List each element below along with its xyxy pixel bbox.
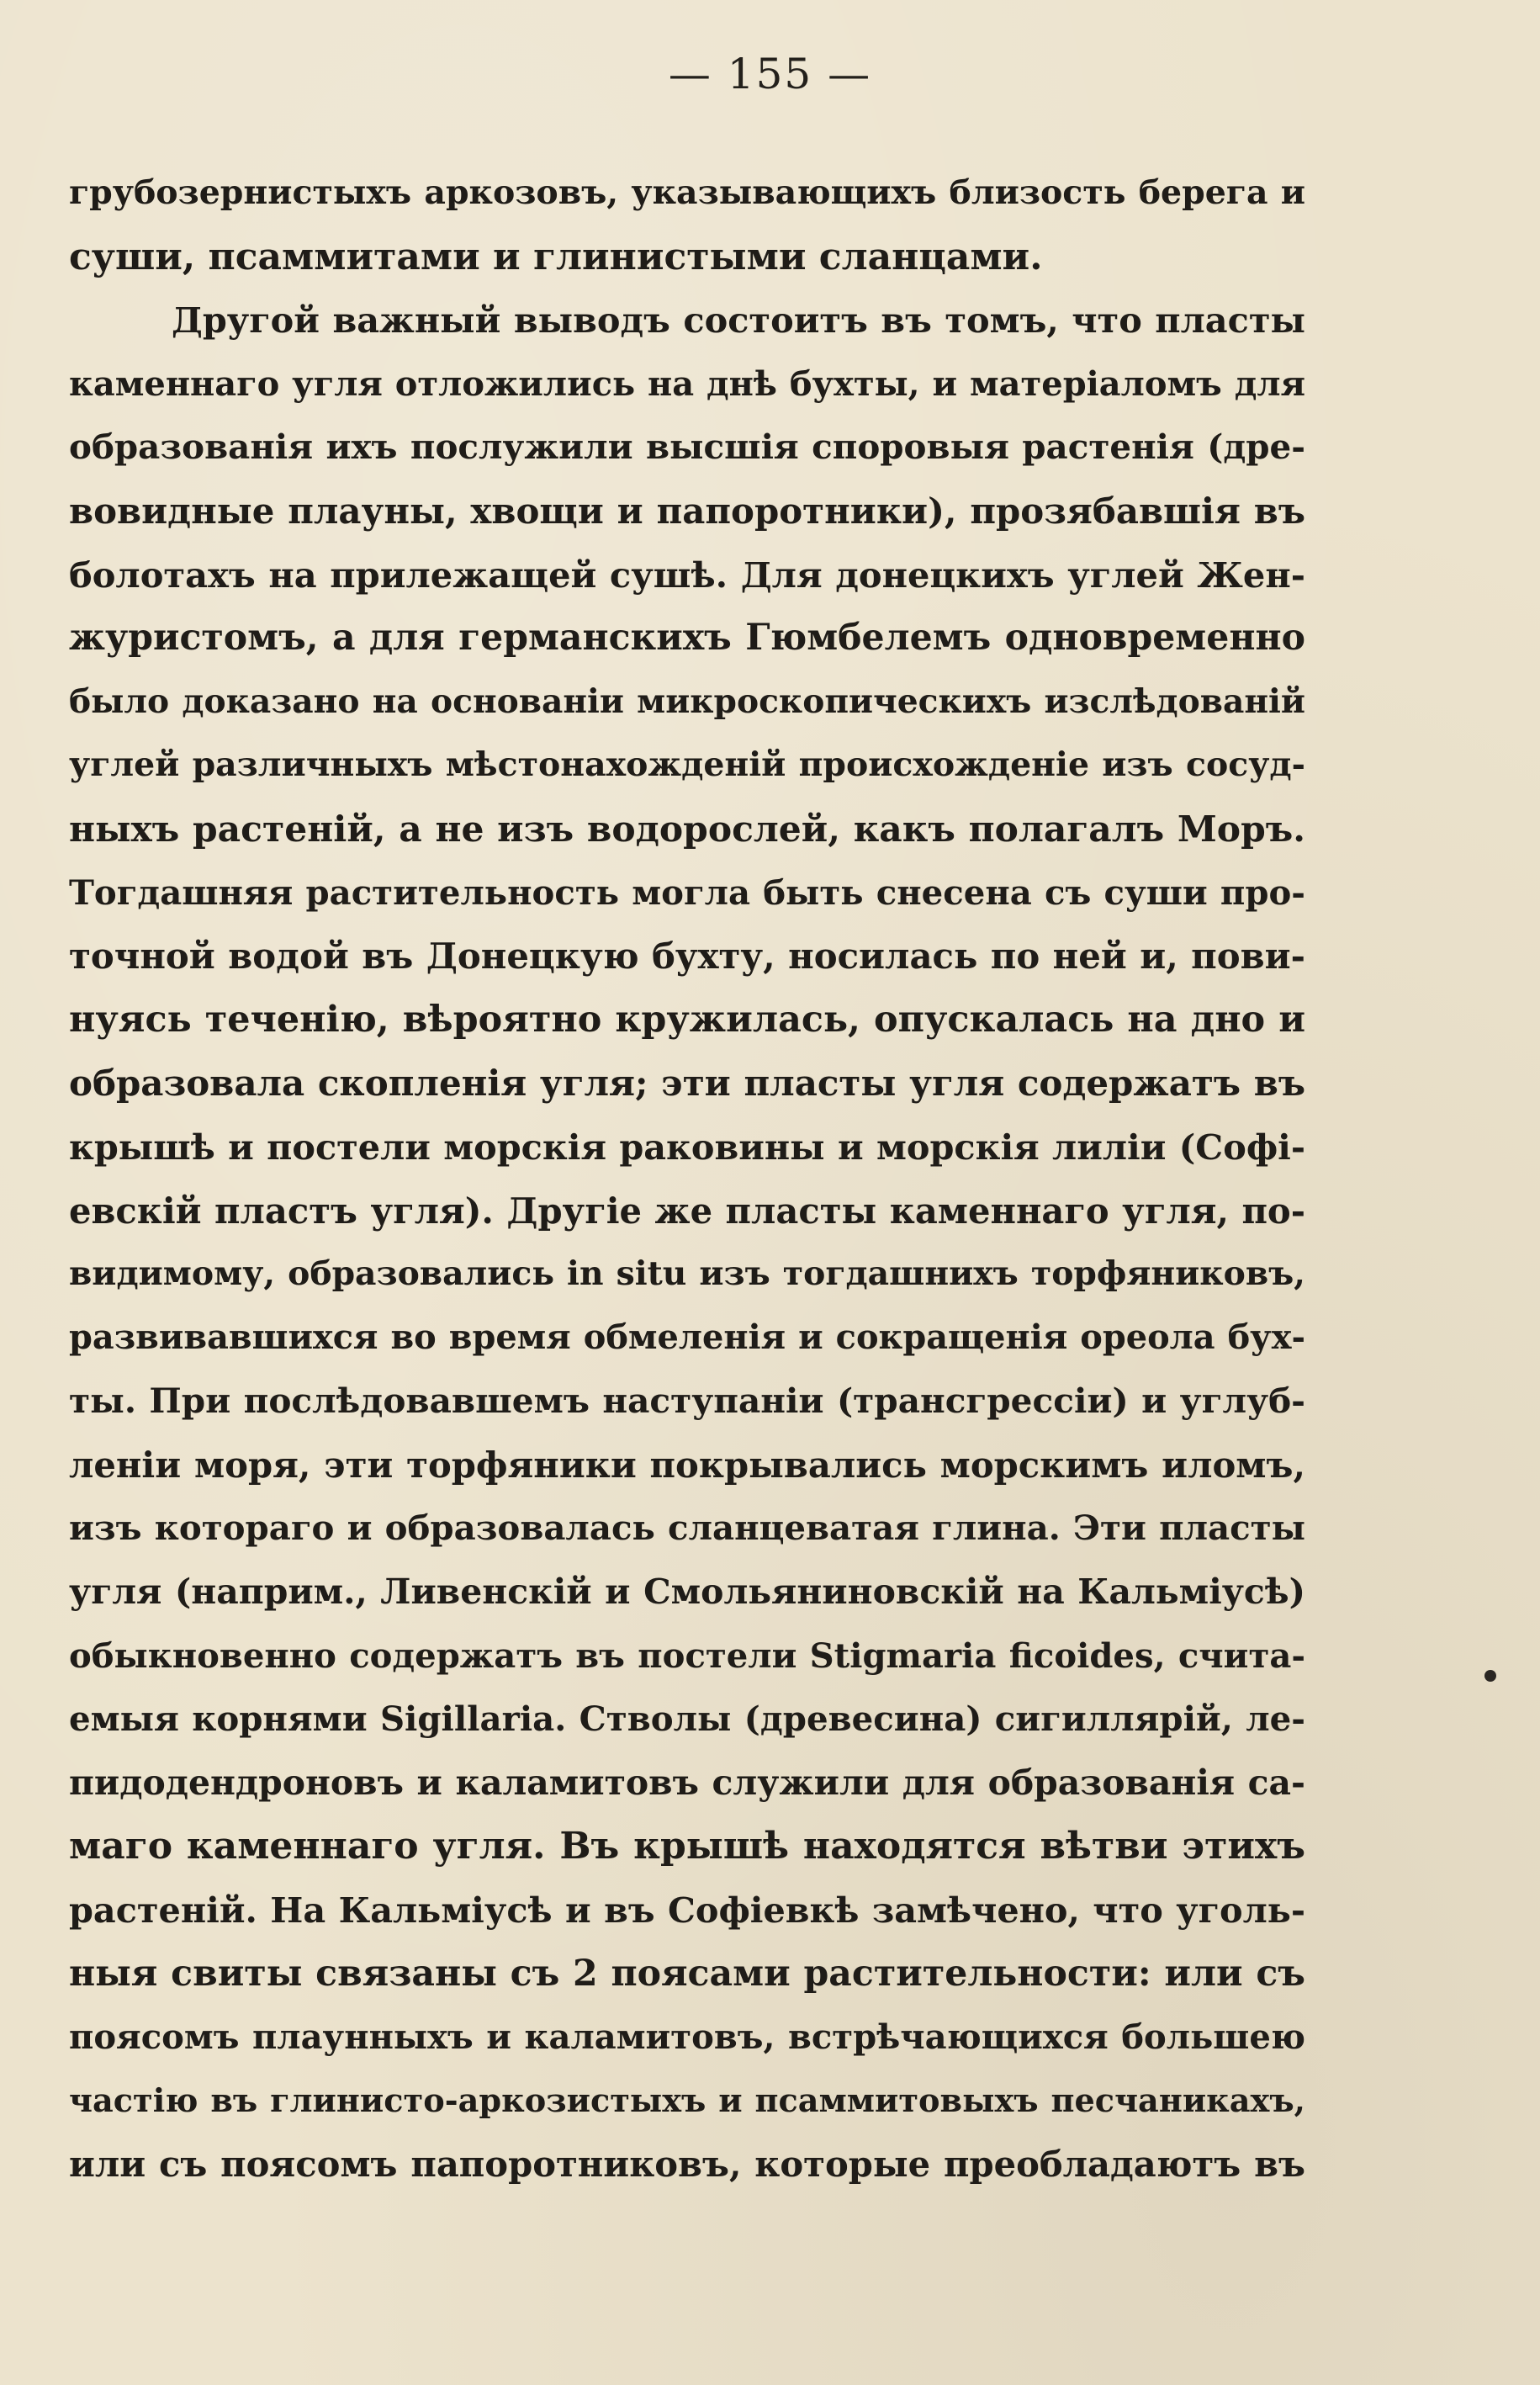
text-line: растеній. На Кальміусѣ и въ Софіевкѣ замѣчено, что уголь- <box>69 1889 1305 1932</box>
text-line: или съ поясомъ папоротниковъ, которые преобладаютъ въ <box>69 2144 1305 2186</box>
text-line: болотахъ на прилежащей сушѣ. Для донецкихъ углей Жен- <box>69 554 1305 596</box>
text-line: журистомъ, а для германскихъ Гюмбелемъ одновременно <box>69 617 1305 660</box>
text-line: пидодендроновъ и каламитовъ служили для образованія са- <box>69 1762 1305 1803</box>
text-line: маго каменнаго угля. Въ крышѣ находятся вѣтви этихъ <box>69 1825 1305 1868</box>
text-line: угля (наприм., Ливенскій и Смольяниновскій на Кальміусѣ) <box>69 1571 1305 1613</box>
text-line: образованія ихъ послужили высшія споровыя растенія (дре- <box>69 427 1305 468</box>
ink-speck <box>1484 1670 1496 1682</box>
text-line: изъ котораго и образовалась сланцеватая глина. Эти пласты <box>69 1508 1305 1549</box>
text-line: было доказано на основаніи микроскопическихъ изслѣдованій <box>69 681 1305 721</box>
text-line: видимому, образовались in situ изъ тогдашнихъ торфяниковъ, <box>69 1254 1305 1294</box>
text-line: евскій пластъ угля). Другіе же пласты каменнаго угля, по- <box>69 1190 1305 1232</box>
text-line: ныя свиты связаны съ 2 поясами растительности: или съ <box>69 1952 1305 1995</box>
text-line: точной водой въ Донецкую бухту, носилась по ней и, пови- <box>69 935 1305 978</box>
text-line: леніи моря, эти торфяники покрывались морскимъ иломъ, <box>69 1444 1305 1486</box>
text-line: Тогдашняя растительность могла быть снесена съ суши про- <box>69 872 1305 913</box>
body-text <box>69 162 1305 2197</box>
text-line: поясомъ плаунныхъ и каламитовъ, встрѣчающихся большею <box>69 2017 1305 2058</box>
text-line: суши, псаммитами и глинистыми сланцами. <box>69 235 1043 278</box>
text-line: частію въ глинисто-аркозистыхъ и псаммитовыхъ песчаникахъ, <box>69 2081 1305 2120</box>
text-line: образовала скопленія угля; эти пласты угля содержатъ въ <box>69 1063 1305 1105</box>
text-line: развивавшихся во время обмеленія и сокращенія ореола бух- <box>69 1317 1305 1357</box>
page-number: — 155 — <box>668 50 872 98</box>
text-line: углей различныхъ мѣстонахожденій происхожденіе изъ сосуд- <box>69 745 1305 785</box>
text-line: ты. При послѣдовавшемъ наступаніи (трансгрессіи) и углуб- <box>69 1381 1305 1422</box>
text-line: емыя корнями Sigillaria. Стволы (древесина) сигиллярій, ле- <box>69 1699 1305 1740</box>
text-line: ныхъ растеній, а не изъ водорослей, какъ полагалъ Моръ. <box>69 807 1305 850</box>
text-line: вовидные плауны, хвощи и папоротники), прозябавшія въ <box>69 490 1305 532</box>
text-line: каменнаго угля отложились на днѣ бухты, и матеріаломъ для <box>69 363 1305 404</box>
text-line: Другой важный выводъ состоитъ въ томъ, что пласты <box>172 299 1305 342</box>
text-line: грубозернистыхъ аркозовъ, указывающихъ близость берега и <box>69 173 1305 212</box>
text-line: крышѣ и постели морскія раковины и морскія лиліи (Софі- <box>69 1126 1305 1168</box>
text-line: нуясь теченію, вѣроятно кружилась, опускалась на дно и <box>69 998 1305 1041</box>
text-line: обыкновенно содержатъ въ постели Stigmaria ficoides, счита- <box>69 1635 1305 1676</box>
